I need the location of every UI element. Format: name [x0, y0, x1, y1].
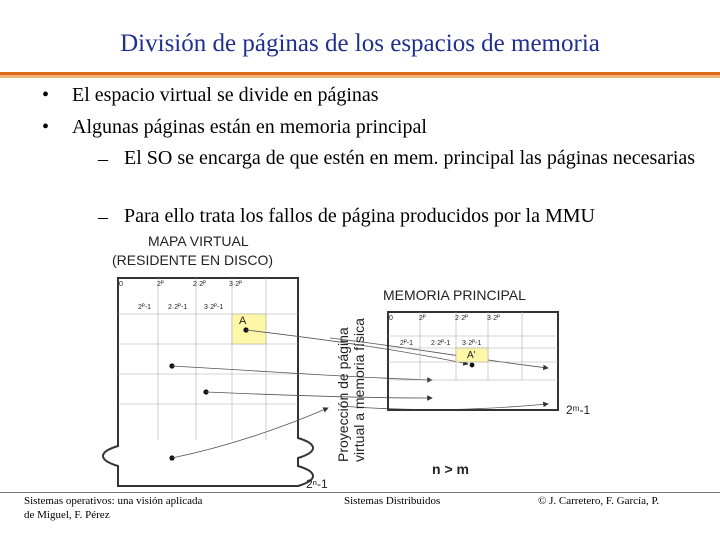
physical-addr-end-2: 2·2ᴾ-1: [431, 340, 451, 347]
physical-addr-end-3: 3·2ᴾ-1: [462, 340, 482, 347]
page-dot: [470, 363, 475, 368]
virtual-page-a-highlight: [232, 314, 266, 344]
physical-addr-0: 0: [389, 315, 393, 322]
sub-bullet-text: El SO se encarga de que estén en mem. principal las páginas necesarias: [124, 147, 696, 169]
bullet-marker: •: [42, 116, 50, 138]
physical-end-label: 2ᵐ-1: [566, 403, 591, 417]
virtual-addr-3: 3·2ᴾ: [229, 281, 243, 288]
projection-label-line1: Proyección de página: [335, 327, 351, 462]
virtual-addr-end-3: 3·2ᴾ-1: [204, 304, 224, 311]
physical-addr-end-1: 2ᴾ-1: [400, 340, 414, 347]
virtual-addr-end-1: 2ᴾ-1: [138, 304, 152, 311]
footer-center: Sistemas Distribuidos: [344, 495, 441, 507]
virtual-addr-1: 2ᴾ: [157, 281, 164, 288]
virtual-addr-0: 0: [119, 281, 123, 288]
footer-rule: [0, 492, 720, 493]
size-relation: n > m: [432, 461, 469, 477]
footer-book-title: Sistemas operativos: una visión aplicada: [24, 495, 203, 507]
virtual-addr-2: 2·2ᴾ: [193, 281, 207, 288]
virtual-end-label: 2ⁿ-1: [306, 477, 328, 491]
physical-memory-title: MEMORIA PRINCIPAL: [383, 287, 526, 303]
physical-addr-3: 3·2ᴾ: [487, 315, 501, 322]
footer-book-authors: de Miguel, F. Pérez: [24, 509, 110, 521]
virtual-grid: [118, 278, 298, 440]
footer-left: [24, 494, 202, 522]
bullet-marker: •: [42, 84, 50, 106]
physical-addr-1: 2ᴾ: [419, 315, 426, 322]
page-a-label: A: [239, 315, 247, 327]
sub-bullet-marker: –: [98, 206, 108, 228]
physical-memory-box: [388, 312, 558, 410]
virtual-addr-end-2: 2·2ᴾ-1: [168, 304, 188, 311]
projection-label-line2: virtual a memoria física: [351, 318, 367, 462]
footer-right: © J. Carretero, F. García, P.: [538, 495, 660, 507]
slide-title: División de páginas de los espacios de memoria: [120, 30, 600, 57]
bullet-text: El espacio virtual se divide en páginas: [72, 84, 379, 106]
virtual-map-subtitle: (RESIDENTE EN DISCO): [112, 252, 274, 268]
sub-bullet-marker: –: [98, 148, 108, 170]
physical-addr-2: 2·2ᴾ: [455, 315, 469, 322]
page-a-prime-label: A': [467, 350, 476, 361]
sub-bullet-text: Para ello trata los fallos de página producidos por la MMU: [124, 205, 595, 227]
virtual-map-title: MAPA VIRTUAL: [148, 233, 249, 249]
bullet-text: Algunas páginas están en memoria principal: [72, 116, 427, 138]
